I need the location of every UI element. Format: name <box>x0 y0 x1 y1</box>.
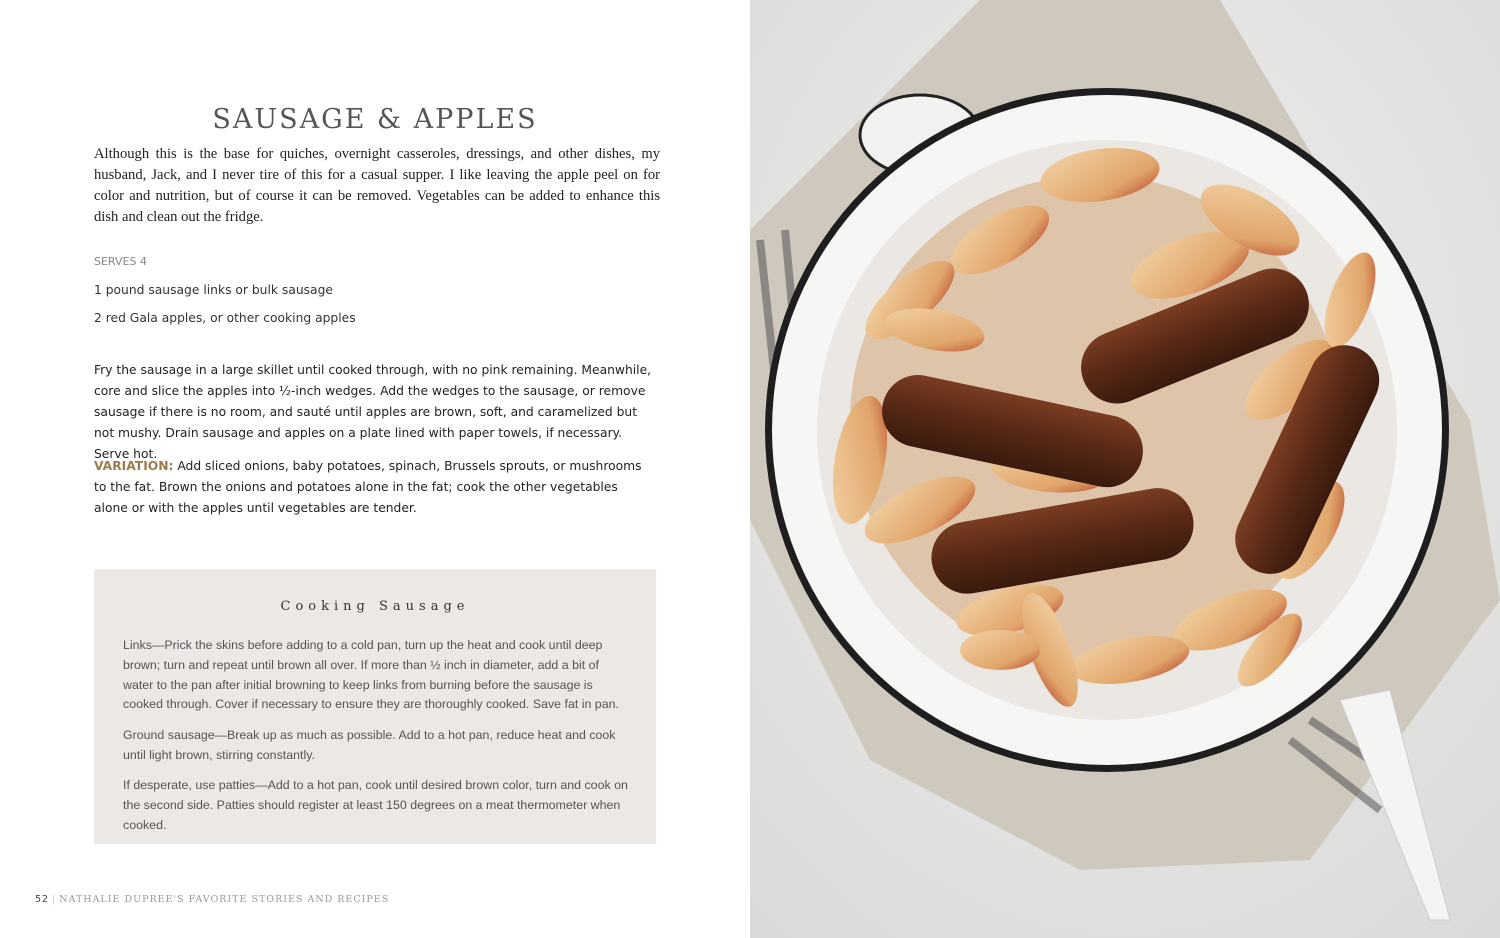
sausage-apples-photo <box>750 0 1500 938</box>
variation-text: Add sliced onions, baby potatoes, spinach, Brussels sprouts, or mushrooms to the fat. Brown the onions and potatoes alone in the fat; cook the other vegetables alone or with the apples until vegetables are tender. <box>94 459 642 515</box>
sidebar-paragraph: Links—Prick the skins before adding to a cold pan, turn up the heat and cook until deep brown; turn and repeat until brown all over. If more than ½ inch in diameter, add a bit of water to the pan after initial browning to keep links from burning before the sausage is cooked through. Cover if necessary to ensure they are thoroughly cooked. Save fat in pan. <box>123 638 619 712</box>
ingredient-item: 1 pound sausage links or bulk sausage <box>94 283 333 297</box>
variation-label: VARIATION: <box>94 459 174 473</box>
cooking-sausage-sidebar <box>94 569 656 844</box>
sidebar-title: Cooking Sausage <box>280 599 470 614</box>
recipe-title: SAUSAGE & APPLES <box>212 104 538 136</box>
recipe-variation <box>94 456 654 519</box>
ingredient-item: 2 red Gala apples, or other cooking apples <box>94 311 356 325</box>
sidebar-paragraph: Ground sausage—Break up as much as possible. Add to a hot pan, reduce heat and cook until light brown, stirring constantly. <box>123 728 616 762</box>
sidebar-paragraph: If desperate, use patties—Add to a hot pan, cook until desired brown color, turn and cook on the second side. Patties should register at least 150 degrees on a meat thermometer when cooked. <box>123 778 628 832</box>
recipe-method: Fry the sausage in a large skillet until cooked through, with no pink remaining. Meanwhile, core and slice the apples into ½-inch wedges. Add the wedges to the sausage, or remove sausage if there is no room, and sauté until apples are brown, soft, and caramelized but not mushy. Drain sausage and apples on a plate lined with paper towels, if necessary. Serve hot. <box>94 363 652 461</box>
book-title: NATHALIE DUPREE'S FAVORITE STORIES AND RECIPES <box>59 894 390 905</box>
serves-label: SERVES 4 <box>94 255 147 268</box>
footer-separator: | <box>52 894 57 905</box>
page-number: 52 <box>35 894 50 905</box>
recipe-intro: Although this is the base for quiches, overnight casseroles, dressings, and other dishes, my husband, Jack, and I never tire of this for a casual supper. I like leaving the apple peel on for color and nutrition, but of course it can be removed. Vegetables can be added to enhance this dish and clean out the fridge. <box>94 146 660 225</box>
page-footer <box>35 894 389 905</box>
